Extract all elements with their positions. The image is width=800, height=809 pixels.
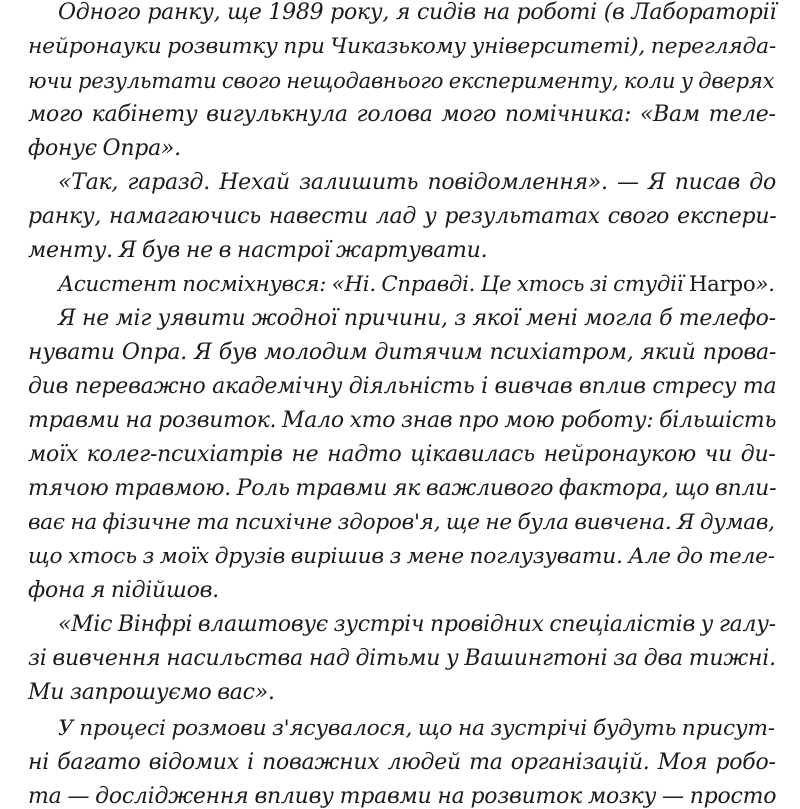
text-line: зі вивчення насильства над дітьми у Вашингтоні за два тижні.	[28, 646, 776, 671]
text-line: менту. Я був не в настрої жартувати.	[28, 238, 488, 263]
text-line: У процесі розмови з'ясувалося, що на зустрічі будуть присут-	[58, 716, 775, 741]
text-line: Я не міг уявити жодної причини, з якої мені могла б телефо-	[58, 306, 776, 331]
text-line: нувати Опра. Я був молодим дитячим психіатром, який прова-	[28, 340, 777, 365]
text-line: травми на розвиток. Мало хто знав про мою роботу: більшість	[28, 408, 777, 433]
text-line: та — дослідження впливу травми на розвиток мозку — просто	[28, 784, 777, 809]
text-line: моїх колег-психіатрів не надто цікавилась нейронаукою чи ди-	[28, 442, 776, 467]
text-line: тячою травмою. Роль травми як важливого фактора, що впли-	[28, 476, 777, 501]
text-line: «Так, гаразд. Нехай залишить повідомлення». — Я писав до	[58, 170, 776, 195]
text-line: ючи результати свого нещодавнього експерименту, коли у дверях	[28, 68, 775, 93]
text-line: мого кабінету вигулькнула голова мого помічника: «Вам теле-	[28, 102, 776, 127]
text-fragment: ».	[755, 272, 775, 297]
text-line: що хтось з моїх друзів вирішив з мене поглузувати. Але до теле-	[28, 544, 775, 569]
text-line: Ми запрошуємо вас».	[28, 680, 275, 705]
text-line: фона я підійшов.	[28, 578, 219, 603]
text-line: Одного ранку, ще 1989 року, я сидів на роботі (в Лабораторії	[58, 0, 777, 25]
text-line: фонує Опра».	[28, 136, 181, 161]
text-line: «Міс Вінфрі влаштовує зустріч провідних спеціалістів у галу-	[58, 612, 776, 637]
text-line: ває на фізичне та психічне здоров'я, ще не була вивчена. Я думав,	[28, 510, 775, 535]
text-line	[58, 274, 775, 295]
text-line: ранку, намагаючись навести лад у результатах свого експери-	[28, 204, 777, 229]
text-line: див переважно академічну діяльність і вивчав вплив стресу та	[28, 374, 777, 399]
text-line: нейронауки розвитку при Чиказькому університеті), перегляда-	[28, 34, 777, 59]
text-fragment: Асистент посміхнувся: «Ні. Справді. Це хтось зі студії	[58, 272, 684, 297]
text-line: ні багато відомих і поважних людей та організацій. Моя робо-	[28, 750, 776, 775]
studio-name: Harpo	[688, 272, 756, 297]
